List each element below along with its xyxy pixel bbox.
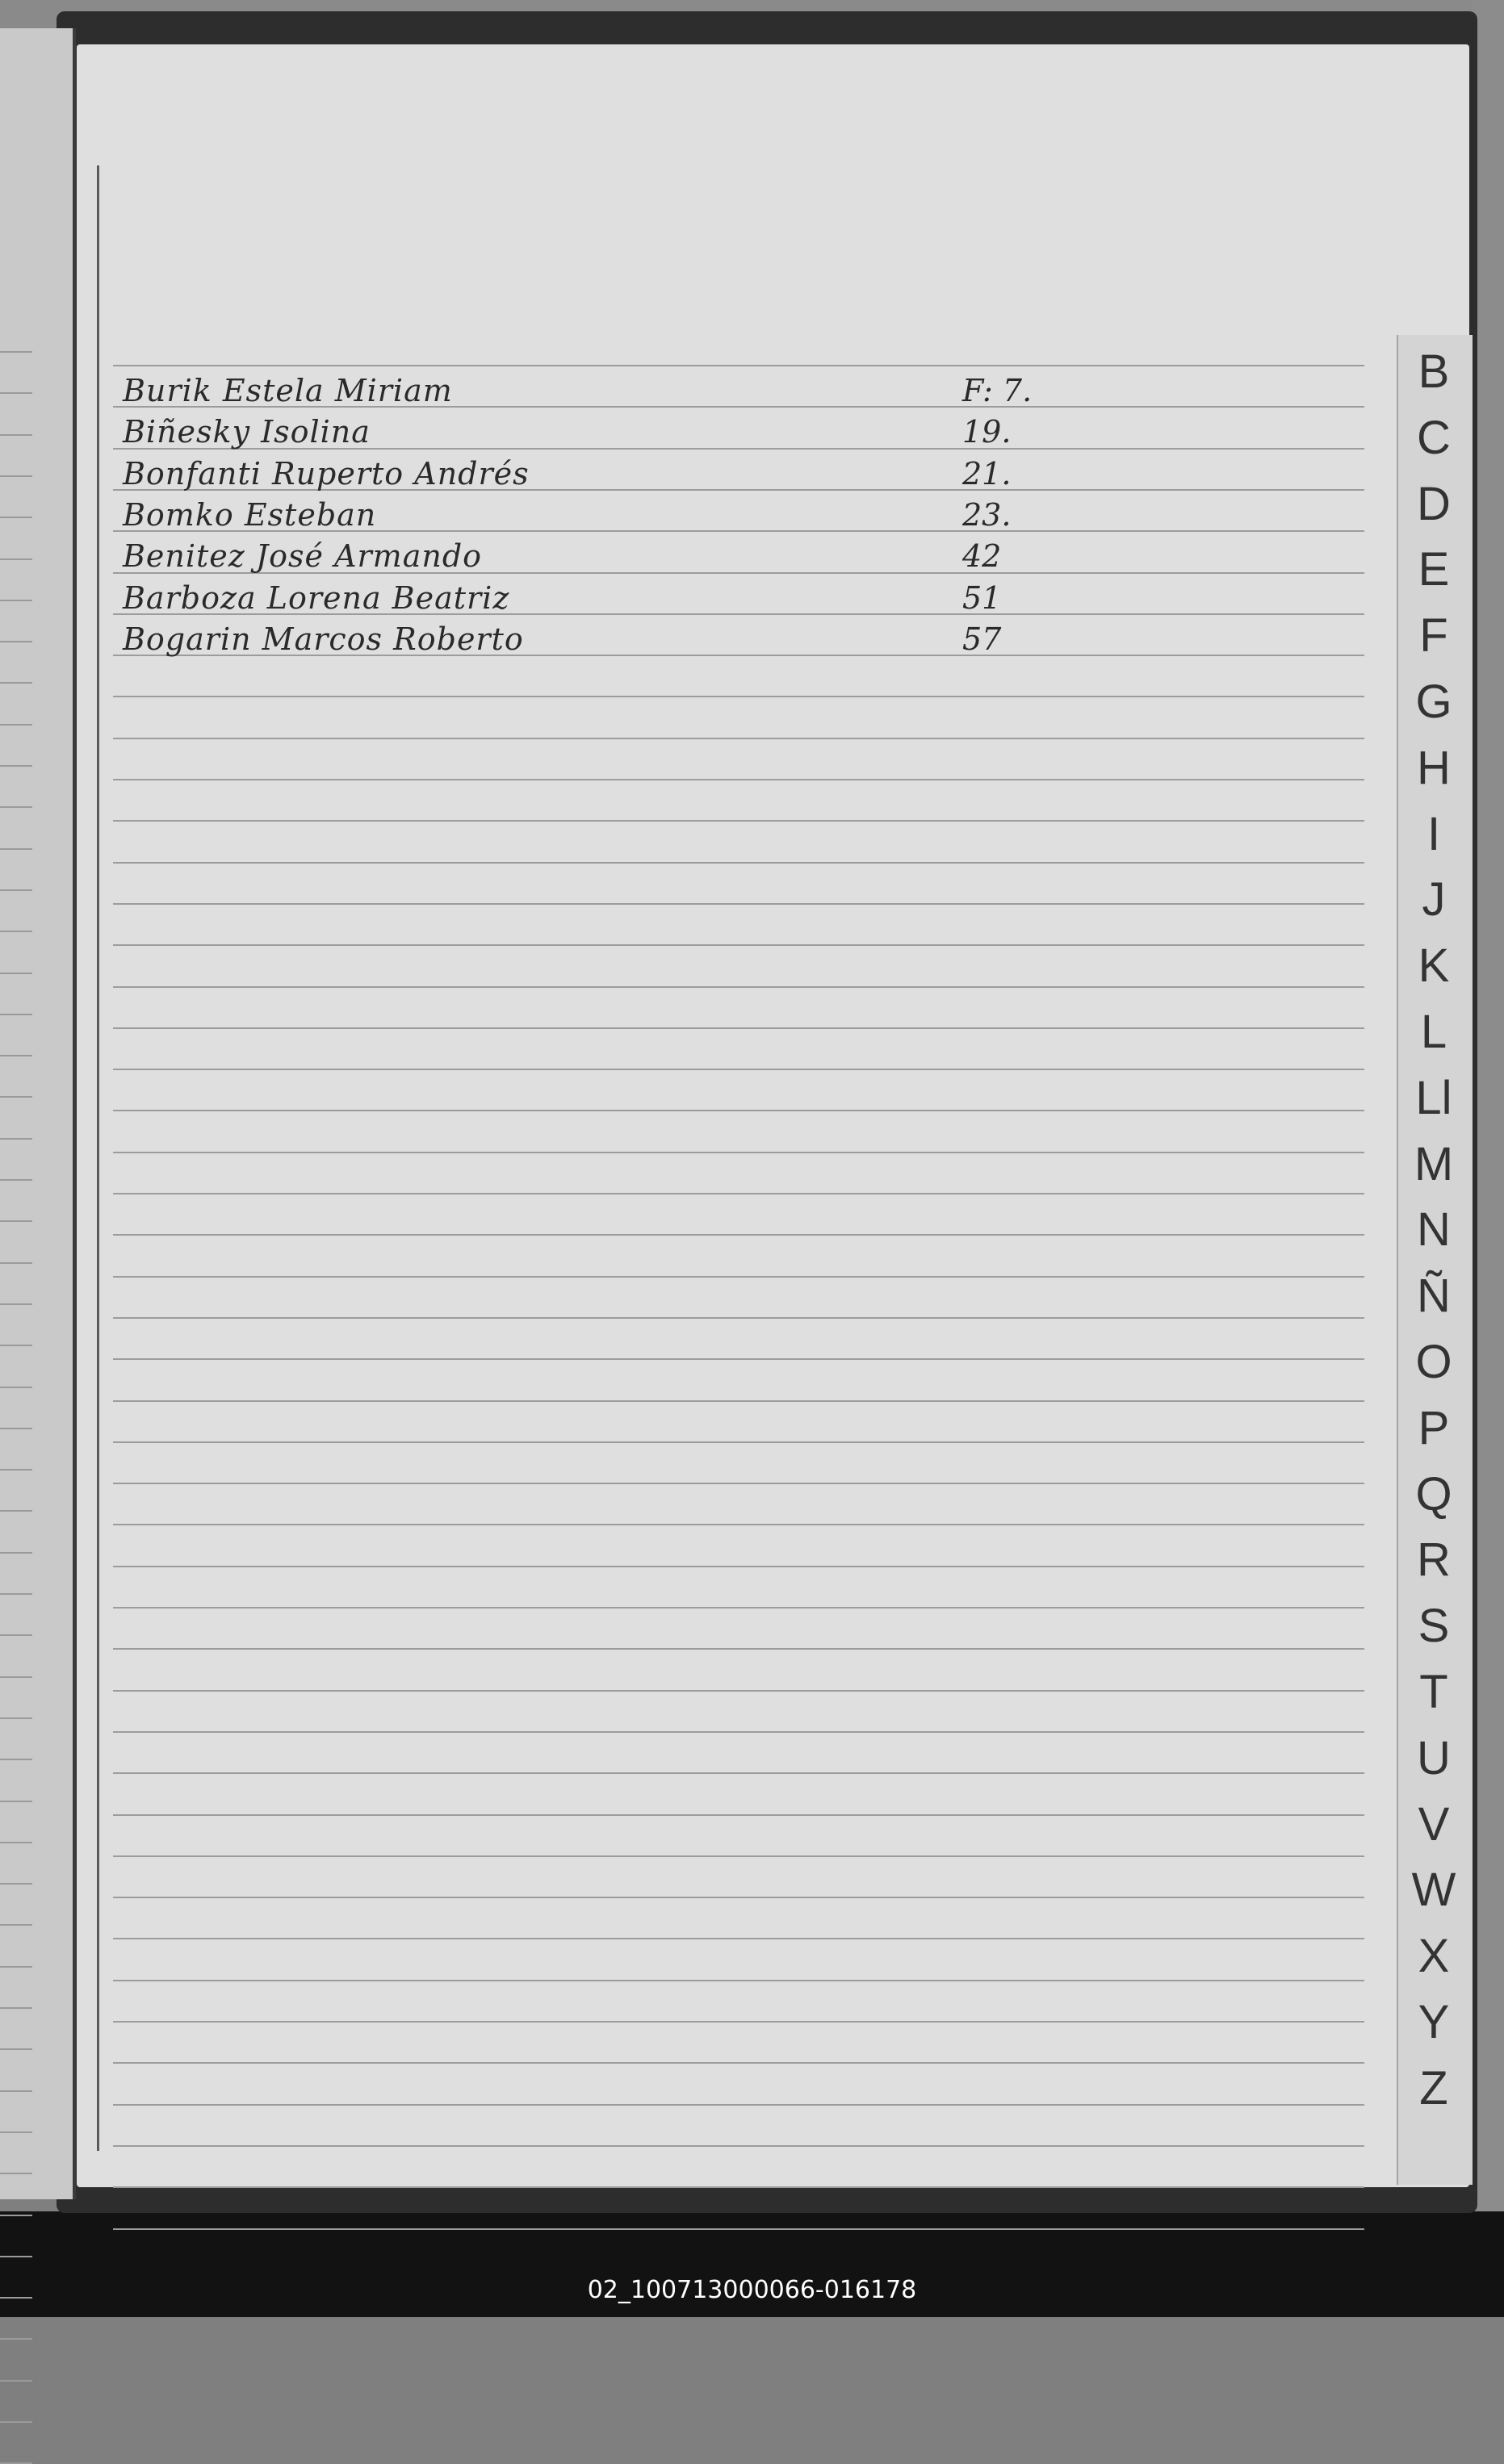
alphabet-tab-p[interactable]: P [1418, 1402, 1450, 1454]
alphabet-tab-s[interactable]: S [1418, 1600, 1450, 1652]
left-page-ruled-line [0, 475, 32, 477]
ruled-line [113, 1234, 1364, 1236]
left-page-ruled-line [0, 641, 32, 642]
left-page-ruled-line [0, 973, 32, 974]
left-page-ruled-line [0, 517, 32, 518]
alphabet-tab-f[interactable]: F [1419, 609, 1448, 662]
left-page-ruled-line [0, 2131, 32, 2133]
left-page-ruled-line [0, 889, 32, 891]
ruled-line [113, 1814, 1364, 1816]
left-page-ruled-line [0, 2173, 32, 2174]
alphabet-tab-l[interactable]: L [1420, 1006, 1447, 1058]
left-page-ruled-line [0, 1220, 32, 1222]
left-page-ruled-line [0, 558, 32, 560]
ruled-line [113, 2104, 1364, 2106]
left-page-ruled-line [0, 2256, 32, 2257]
ruled-line [113, 1938, 1364, 1939]
entry-folio: 23. [962, 497, 1012, 533]
entry-name: Bomko Esteban [123, 497, 377, 533]
ruled-line [113, 1690, 1364, 1692]
margin-line [97, 165, 99, 2151]
entry-folio: 21. [962, 456, 1012, 492]
left-page-ruled-line [0, 1966, 32, 1968]
left-page-ruled-line [0, 724, 32, 726]
alphabet-tab-j[interactable]: J [1422, 873, 1446, 926]
ruled-line [113, 1566, 1364, 1567]
left-page-ruled-line [0, 1055, 32, 1056]
left-page-ruled-line [0, 1469, 32, 1470]
ruled-line [113, 1897, 1364, 1898]
ruled-line [113, 779, 1364, 780]
alphabet-tab-d[interactable]: D [1417, 478, 1451, 530]
left-page-ruled-line [0, 1387, 32, 1388]
alphabet-tab-w[interactable]: W [1411, 1864, 1456, 1916]
ruled-line [113, 1772, 1364, 1774]
left-page-ruled-line [0, 1717, 32, 1719]
alphabet-tab-k[interactable]: K [1418, 939, 1450, 992]
entry-name: Bonfanti Ruperto Andrés [123, 456, 530, 492]
ruled-line [113, 2186, 1364, 2188]
ruled-line [113, 1152, 1364, 1153]
image-label: 02_100713000066-016178 [587, 2276, 917, 2304]
left-page-ruled-line [0, 2215, 32, 2216]
left-page-ruled-line [0, 2007, 32, 2009]
ruled-line [113, 1731, 1364, 1733]
ruled-line [113, 1980, 1364, 1981]
alphabet-tab-c[interactable]: C [1417, 412, 1451, 464]
alphabet-tab-ll[interactable]: Ll [1415, 1072, 1452, 1124]
left-page-ruled-line [0, 1801, 32, 1802]
left-page-ruled-line [0, 351, 32, 353]
ruled-line [113, 1317, 1364, 1319]
ruled-line [113, 1358, 1364, 1360]
ruled-line [113, 738, 1364, 739]
left-page-ruled-line [0, 1593, 32, 1595]
alphabet-tab-b[interactable]: B [1418, 345, 1450, 398]
entry-folio: 19. [962, 414, 1012, 450]
left-page-ruled-line [0, 2338, 32, 2340]
alphabet-tab-i[interactable]: I [1426, 808, 1441, 860]
ruled-line [113, 2228, 1364, 2230]
ruled-line [113, 2145, 1364, 2147]
left-page-ruled-line [0, 1552, 32, 1554]
ruled-line [113, 1441, 1364, 1443]
alphabet-tab-z[interactable]: Z [1419, 2062, 1448, 2115]
alphabet-tab-h[interactable]: H [1417, 742, 1451, 794]
left-page-ruled-line [0, 1262, 32, 1264]
ruled-line [113, 1027, 1364, 1029]
ruled-line [113, 1648, 1364, 1650]
alphabet-tab-u[interactable]: U [1417, 1732, 1451, 1784]
left-page-ruled-line [0, 931, 32, 932]
left-page-ruled-line [0, 1345, 32, 1346]
ruled-line [113, 696, 1364, 697]
entry-name: Barboza Lorena Beatriz [123, 580, 510, 616]
ruled-line [113, 1483, 1364, 1484]
left-page-ruled-line [0, 2090, 32, 2092]
ruled-line [113, 1524, 1364, 1525]
alphabet-tab-r[interactable]: R [1417, 1533, 1451, 1586]
ruled-line [113, 1855, 1364, 1857]
left-page-ruled-line [0, 682, 32, 684]
left-page-ruled-line [0, 1428, 32, 1429]
entry-name: Benitez José Armando [123, 538, 483, 574]
left-page-ruled-line [0, 2048, 32, 2050]
entry-name: Biñesky Isolina [123, 414, 371, 450]
left-page-ruled-line [0, 1014, 32, 1015]
left-page-ruled-line [0, 1924, 32, 1926]
ruled-line [113, 1193, 1364, 1194]
ruled-line [113, 903, 1364, 905]
alphabet-tab-n[interactable]: N [1417, 1203, 1451, 1256]
alphabet-tab-e[interactable]: E [1418, 543, 1450, 596]
ruled-line [113, 1400, 1364, 1402]
left-page-ruled-line [0, 1096, 32, 1098]
ruled-line [113, 365, 1364, 366]
ruled-line [113, 1276, 1364, 1278]
ruled-line [113, 1110, 1364, 1111]
ruled-line [113, 1607, 1364, 1609]
left-page-ruled-line [0, 1759, 32, 1760]
entry-folio: 42 [962, 538, 1002, 574]
ruled-line [113, 1069, 1364, 1070]
alphabet-tab-o[interactable]: O [1415, 1336, 1452, 1388]
alphabet-tab-v[interactable]: V [1418, 1798, 1450, 1851]
ruled-line [113, 2021, 1364, 2023]
ruled-line [113, 986, 1364, 988]
alphabet-tab-x[interactable]: X [1418, 1930, 1450, 1982]
alphabet-tab-q[interactable]: Q [1415, 1468, 1452, 1521]
alphabet-tab-t[interactable]: T [1419, 1666, 1448, 1718]
ruled-line [113, 820, 1364, 822]
left-facing-page-edge [0, 28, 76, 2199]
left-page-ruled-line [0, 600, 32, 601]
left-page-ruled-line [0, 765, 32, 767]
left-page-ruled-line [0, 1883, 32, 1885]
ruled-line [113, 2062, 1364, 2064]
left-page-ruled-line [0, 1676, 32, 1678]
entry-folio: 51 [962, 580, 1002, 616]
entry-name: Burik Estela Miriam [123, 373, 453, 408]
left-page-ruled-line [0, 1842, 32, 1843]
alphabet-tab-y[interactable]: Y [1418, 1996, 1450, 2048]
left-page-ruled-line [0, 1179, 32, 1181]
ruled-line [113, 944, 1364, 946]
left-page-ruled-line [0, 1634, 32, 1636]
left-page-ruled-line [0, 2421, 32, 2423]
entry-name: Bogarin Marcos Roberto [123, 621, 524, 657]
left-page-ruled-line [0, 1303, 32, 1305]
entry-folio: F: 7. [962, 373, 1033, 408]
left-page-ruled-line [0, 848, 32, 850]
left-page-ruled-line [0, 392, 32, 394]
left-page-ruled-line [0, 434, 32, 436]
alphabet-tab-m[interactable]: M [1414, 1138, 1454, 1190]
left-page-ruled-line [0, 1510, 32, 1512]
left-page-ruled-line [0, 806, 32, 808]
alphabet-tab-g[interactable]: G [1415, 676, 1452, 728]
left-page-ruled-line [0, 2380, 32, 2382]
entry-folio: 57 [962, 621, 1002, 657]
left-page-ruled-line [0, 1138, 32, 1140]
alphabet-tab-ñ[interactable]: Ñ [1417, 1270, 1451, 1322]
ruled-line [113, 862, 1364, 864]
